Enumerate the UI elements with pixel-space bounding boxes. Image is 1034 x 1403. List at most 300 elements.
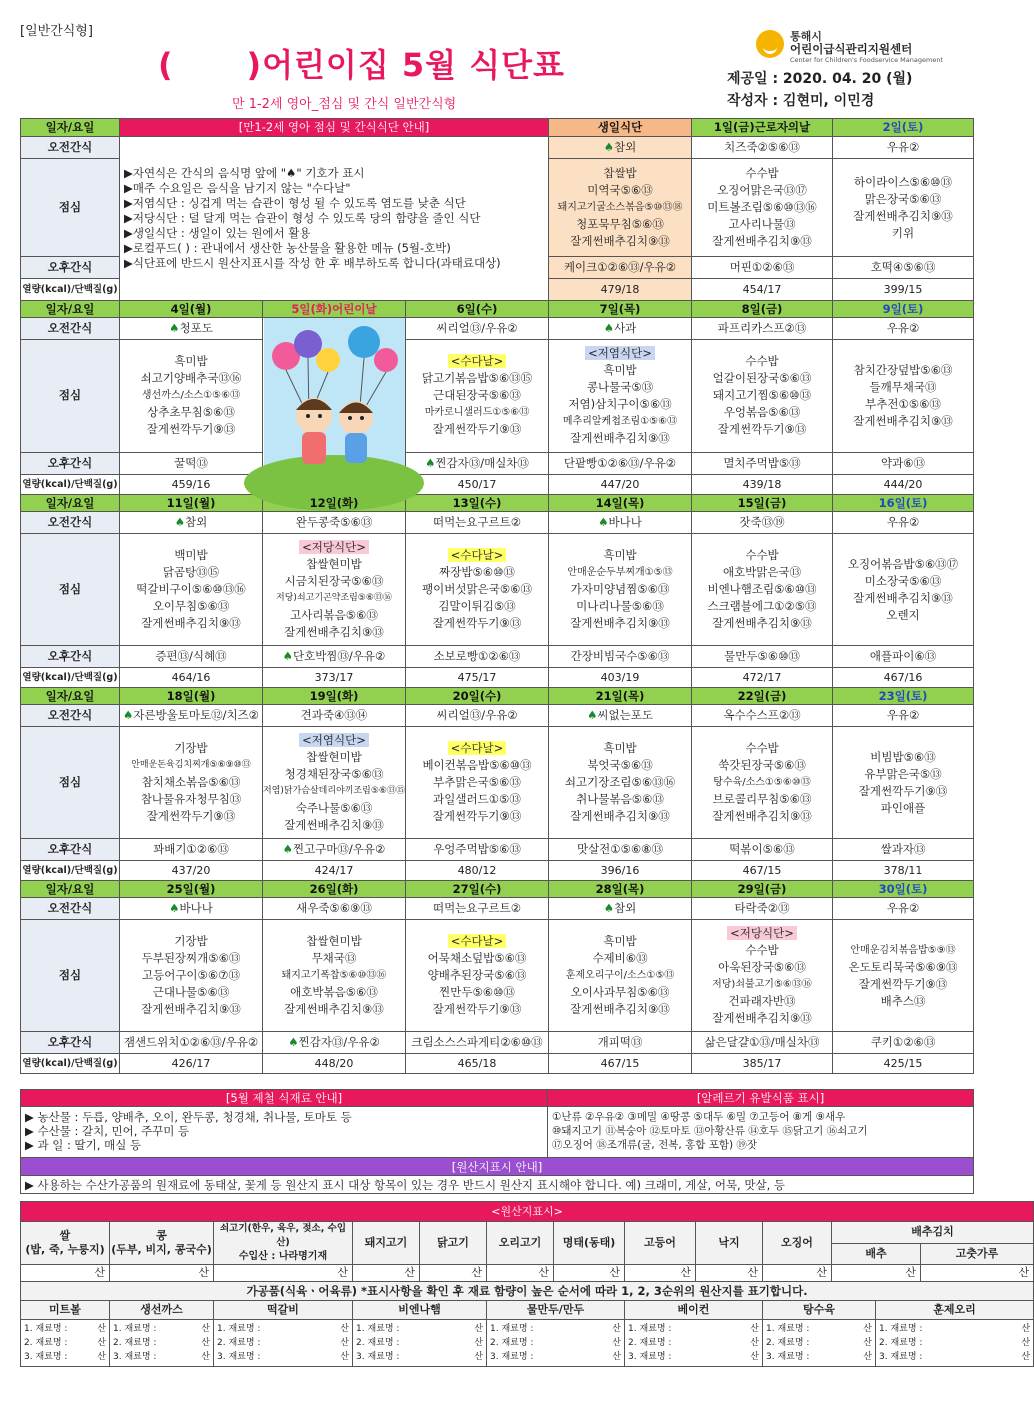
date-header-label: 일자/요일 xyxy=(21,495,120,512)
origin-suffix: 산 xyxy=(201,1338,210,1348)
origin-column xyxy=(696,1222,763,1265)
menu-badge: <수다날> xyxy=(448,548,507,562)
dish: 흑미밥 xyxy=(603,548,637,562)
dish: 가자미양념찜⑤⑥⑬ xyxy=(570,582,670,596)
dish: 양배추된장국⑤⑥⑬ xyxy=(427,968,527,982)
dish: 닭고기볶음밥⑤⑥⑬⑮ xyxy=(421,371,533,386)
dish: 생선까스/소스①⑤⑥⑬ xyxy=(141,390,241,402)
kcal-value: 403/19 xyxy=(549,668,692,688)
am-snack xyxy=(692,137,833,159)
origin-input[interactable]: 산 xyxy=(625,1265,696,1282)
processed-item: 훈제오리 xyxy=(876,1301,1034,1320)
day-header: 18일(월) xyxy=(120,688,263,705)
kids-balloons-icon xyxy=(264,318,405,490)
pm-snack xyxy=(549,452,692,474)
pm-snack xyxy=(549,257,692,279)
day-header: 23일(토) xyxy=(833,688,974,705)
dish: 수수밥 xyxy=(745,548,779,562)
day-header: 15일(금) xyxy=(692,495,833,512)
processed-item-input[interactable] xyxy=(625,1320,763,1367)
lunch-menu xyxy=(549,534,692,646)
pm-snack xyxy=(406,452,549,474)
kcal-value: 475/17 xyxy=(406,668,549,688)
kimchi-pepper: 고춧가루 xyxy=(921,1243,1034,1265)
dish: 쿠키①②⑥⑬ xyxy=(870,1035,936,1049)
dish: 팽이버섯맑은국⑤⑥⑬ xyxy=(422,582,532,596)
am-snack xyxy=(120,705,263,727)
day-header: 30일(토) xyxy=(833,881,974,898)
dish: 베이컨볶음밥⑤⑥⑩⑬ xyxy=(422,758,532,772)
dish: 잘게썬배추김치⑨⑬ xyxy=(570,430,670,445)
origin-input[interactable]: 산 xyxy=(921,1265,1034,1282)
origin-suffix: 산 xyxy=(474,1324,483,1334)
dish: 짜장밥⑤⑥⑩⑬ xyxy=(439,565,515,579)
dish: 잘게썬배추김치⑨⑬ xyxy=(284,1002,384,1016)
origin-suffix: 산 xyxy=(97,1352,106,1362)
origin-title: <원산지표시> xyxy=(21,1202,1034,1222)
kimchi-header: 배추김치 xyxy=(832,1222,1034,1244)
dish: 브로콜리무침⑤⑥⑬ xyxy=(712,792,812,806)
dish: 오징어볶음밥⑤⑥⑬⑰ xyxy=(847,556,959,571)
dish: 찹쌀현미밥 xyxy=(306,556,362,571)
ingredient-line: 2. 재료명 : xyxy=(879,1338,923,1348)
allergy-line: ①난류 ②우유② ③메밀 ④땅콩 ⑤대두 ⑥밀 ⑦고등어 ⑧게 ⑨새우 xyxy=(552,1111,846,1123)
dish: 북엇국⑤⑥⑬ xyxy=(587,758,653,772)
processed-item-input[interactable] xyxy=(487,1320,625,1367)
origin-input[interactable]: 산 xyxy=(110,1265,214,1282)
dish: 우유② xyxy=(886,515,920,529)
smile-logo-icon xyxy=(756,30,784,58)
am-snack xyxy=(833,318,974,340)
dish: 미트볼조림⑤⑥⑩⑬⑯ xyxy=(707,200,817,214)
origin-suffix: 산 xyxy=(97,1324,106,1334)
dish: 잘게썬깍두기⑨⑬ xyxy=(146,809,236,823)
origin-suffix: 산 xyxy=(97,1338,106,1348)
lunch-menu xyxy=(833,534,974,646)
dish: 잘게썬배추김치⑨⑬ xyxy=(712,616,812,630)
dish: 훈제오리구이/소스①⑤⑬ xyxy=(565,970,675,981)
kcal-label: 열량(kcal)/단백질(g) xyxy=(21,668,120,688)
am-snack xyxy=(120,318,263,340)
ingredient-line: 1. 재료명 : xyxy=(113,1324,157,1334)
origin-suffix: 산 xyxy=(750,1338,759,1348)
kcal-value: 454/17 xyxy=(692,279,833,301)
dish: 흑미밥 xyxy=(603,741,637,755)
day-header: 20일(수) xyxy=(406,688,549,705)
dish: ♠바나나 xyxy=(598,515,642,529)
dish: 과일샐러드①⑤⑬ xyxy=(433,792,521,806)
dish: 잘게썬배추김치⑨⑬ xyxy=(570,809,670,823)
lunch-menu xyxy=(692,159,833,257)
origin-suffix: 산 xyxy=(1021,1324,1031,1334)
dish: 애플파이⑥⑬ xyxy=(869,649,937,663)
origin-suffix: 산 xyxy=(863,1338,872,1348)
dish: 우유② xyxy=(886,321,920,336)
dish: 스크램블에그①②⑤⑬ xyxy=(707,599,817,613)
dish: 잘게썬깍두기⑨⑬ xyxy=(146,422,236,437)
ingredient-line: 3. 재료명 : xyxy=(628,1352,672,1362)
lunch-menu xyxy=(549,727,692,839)
kcal-value: 459/16 xyxy=(120,474,263,494)
dish: 호떡④⑤⑥⑬ xyxy=(870,260,936,274)
guide-title: [만1-2세 영아 점심 및 간식식단 안내] xyxy=(120,119,549,137)
dish: 저당)쇠불고기⑤⑥⑬⑯ xyxy=(712,978,812,990)
day-header: 5일(화)어린이날 xyxy=(263,301,406,318)
dish: ♠자른방울토마토⑫/치즈② xyxy=(123,708,259,722)
origin-column-name: 오징어 xyxy=(781,1236,813,1249)
pm-snack-label: 오후간식 xyxy=(21,257,120,279)
dish: 우엉볶음⑤⑥⑬ xyxy=(723,405,801,420)
day-header: 4일(월) xyxy=(120,301,263,318)
origin-column-name: 명태(동태) xyxy=(562,1236,616,1249)
dish: 케이크①②⑥⑬/우유② xyxy=(563,260,677,274)
day-header: 25일(월) xyxy=(120,881,263,898)
dish: 크림소스스파게티②⑥⑩⑬ xyxy=(411,1035,543,1049)
kcal-value: 444/20 xyxy=(833,474,974,494)
origin-input[interactable]: 산 xyxy=(763,1265,832,1282)
dish: 찹쌀밥 xyxy=(603,166,637,180)
origin-suffix: 산 xyxy=(474,1338,483,1348)
dish: 잘게썬배추김치⑨⑬ xyxy=(284,817,384,832)
lunch-menu xyxy=(692,920,833,1032)
origin-column-name: 쇠고기(한우, 육우, 젖소, 수입산) xyxy=(219,1223,347,1248)
dish: 들깨무채국⑬ xyxy=(869,379,937,394)
processed-item-input[interactable] xyxy=(353,1320,487,1367)
pm-snack xyxy=(833,1032,974,1054)
origin-input[interactable]: 산 xyxy=(214,1265,353,1282)
origin-column-name: 고등어 xyxy=(644,1236,676,1249)
allergy-line: ⑩돼지고기 ⑪복숭아 ⑫토마토 ⑬아황산류 ⑭호두 ⑮닭고기 ⑯쇠고기 xyxy=(552,1125,868,1137)
origin-suffix: 산 xyxy=(201,1324,210,1334)
dish: 견과죽④⑬⑭ xyxy=(300,708,368,722)
menu-badge: <수다날> xyxy=(448,354,507,368)
dish: 취나물볶음⑤⑥⑬ xyxy=(576,792,664,806)
dish: 삶은달걀①⑬/매실차⑬ xyxy=(704,1035,820,1049)
dish: 비엔나햄조림⑤⑥⑩⑬ xyxy=(707,582,817,596)
lunch-label: 점심 xyxy=(21,340,120,453)
processed-note: 가공품(식육ㆍ어육류) *표시사항을 확인 후 재료 함량이 높은 순서에 따라 1, 2, 3순위의 원산지를 표기합니다. xyxy=(21,1282,1034,1301)
lunch-menu xyxy=(120,534,263,646)
origin-column-sub: 수입산 : 나라명기재 xyxy=(238,1251,328,1262)
author: 작성자 : 김현미, 이민경 xyxy=(727,93,875,109)
origin-column xyxy=(214,1222,353,1265)
pm-snack xyxy=(549,839,692,861)
allergy-list xyxy=(548,1107,974,1158)
dish: 증편⑬/식혜⑬ xyxy=(155,649,227,663)
lunch-menu xyxy=(833,727,974,839)
ingredient-line: 3. 재료명 : xyxy=(879,1352,923,1362)
dish: 머핀①②⑥⑬ xyxy=(729,260,795,274)
kcal-value: 472/17 xyxy=(692,668,833,688)
dish: 치즈죽②⑤⑥⑬ xyxy=(724,140,800,154)
date-header-label: 일자/요일 xyxy=(21,301,120,318)
lunch-menu xyxy=(406,340,549,453)
lunch-menu xyxy=(263,920,406,1032)
origin-suffix: 산 xyxy=(612,1352,621,1362)
ingredient-line: 3. 재료명 : xyxy=(490,1352,534,1362)
dish: 우유② xyxy=(886,140,920,154)
dish: 애호박볶음⑤⑥⑬ xyxy=(290,985,378,999)
dish: 우엉주먹밥⑤⑥⑬ xyxy=(433,842,521,856)
kcal-value: 467/15 xyxy=(549,1054,692,1074)
lunch-menu xyxy=(406,920,549,1032)
lunch-menu xyxy=(406,727,549,839)
pm-snack xyxy=(549,1032,692,1054)
dish: ♠찐고구마⑬/우유② xyxy=(282,842,386,856)
dish: 고등어구이⑤⑥⑦⑬ xyxy=(142,968,240,982)
day-header: 21일(목) xyxy=(549,688,692,705)
dish: 콩나물국⑤⑬ xyxy=(586,379,654,394)
dish: 저염)삼치구이⑤⑥⑬ xyxy=(568,396,672,411)
dish: 잘게썬배추김치⑨⑬ xyxy=(853,208,953,223)
dish: 청경채된장국⑤⑥⑬ xyxy=(284,766,384,781)
dish: 우유② xyxy=(886,708,920,722)
menu-badge: <수다날> xyxy=(448,934,507,948)
am-snack xyxy=(549,898,692,920)
origin-input[interactable]: 산 xyxy=(353,1265,420,1282)
season-ingredients-title: [5월 제철 식재료 안내] xyxy=(21,1090,548,1107)
ingredient-line: 2. 재료명 : xyxy=(113,1338,157,1348)
origin-column-name: 오리고기 xyxy=(498,1236,542,1249)
processed-item-input[interactable] xyxy=(110,1320,214,1367)
origin-column xyxy=(420,1222,487,1265)
dish: 꽈배기①②⑥⑬ xyxy=(153,842,229,856)
lunch-menu xyxy=(120,920,263,1032)
dish: 약과⑥⑬ xyxy=(881,455,926,470)
dish: 씨리얼⑬/우유② xyxy=(436,321,518,336)
ingredient-line: 2. 재료명 : xyxy=(766,1338,810,1348)
origin-column xyxy=(487,1222,554,1265)
lunch-label: 점심 xyxy=(21,159,120,257)
dish: 맑은장국⑤⑥⑬ xyxy=(864,191,942,206)
dish: 잘게썬배추김치⑨⑬ xyxy=(712,809,812,823)
pm-snack-label: 오후간식 xyxy=(21,1032,120,1054)
ingredient-line: 3. 재료명 : xyxy=(113,1352,157,1362)
dish: 수수밥 xyxy=(745,166,779,180)
dish: 꿀떡⑬ xyxy=(174,455,208,470)
origin-input[interactable]: 산 xyxy=(487,1265,554,1282)
pm-snack xyxy=(833,839,974,861)
dish: 고사리나물⑬ xyxy=(728,217,796,231)
dish: 저염)닭가슴살데리야끼조림⑤⑥⑬⑮ xyxy=(263,785,405,796)
dish: 탕수육/소스①⑤⑥⑩⑬ xyxy=(713,777,811,788)
ingredient-line: 1. 재료명 : xyxy=(356,1324,400,1334)
origin-suffix: 산 xyxy=(750,1324,759,1334)
am-snack xyxy=(263,705,406,727)
dish: 마카로니샐러드①⑤⑥⑬ xyxy=(424,407,530,419)
dish: 상추초무침⑤⑥⑬ xyxy=(147,405,235,420)
am-snack xyxy=(263,512,406,534)
origin-column-sub: (밥, 죽, 누룽지) xyxy=(25,1243,105,1256)
pm-snack xyxy=(263,839,406,861)
ingredient-line: 1. 재료명 : xyxy=(879,1324,923,1334)
kcal-value: 467/16 xyxy=(833,668,974,688)
day-header: 27일(수) xyxy=(406,881,549,898)
pm-snack xyxy=(406,646,549,668)
am-snack-label: 오전간식 xyxy=(21,137,120,159)
dish: 수제비⑥⑬ xyxy=(592,951,648,965)
ingredient-line: 2. 재료명 : xyxy=(356,1338,400,1348)
dish: 오징어맑은국⑬⑰ xyxy=(717,183,807,197)
kcal-value: 479/18 xyxy=(549,279,692,301)
dish: 잘게썬배추김치⑨⑬ xyxy=(141,616,241,630)
dish: 잼샌드위치①②⑥⑬/우유② xyxy=(123,1035,259,1049)
origin-suffix: 산 xyxy=(612,1338,621,1348)
dish: 잘게썬깍두기⑨⑬ xyxy=(432,422,522,437)
day-header: 6일(수) xyxy=(406,301,549,318)
day-header: 9일(토) xyxy=(833,301,974,318)
ingredient-line: 2. 재료명 : xyxy=(24,1338,68,1348)
kcal-label: 열량(kcal)/단백질(g) xyxy=(21,279,120,301)
pm-snack xyxy=(120,452,263,474)
origin-input[interactable]: 산 xyxy=(554,1265,625,1282)
day-header: 1일(금)근로자의날 xyxy=(692,119,833,137)
pm-snack xyxy=(833,257,974,279)
lunch-menu xyxy=(692,340,833,453)
notice-table xyxy=(20,1089,974,1194)
page-title: ( )어린이집 5월 식단표 xyxy=(158,46,565,84)
kcal-value: 385/17 xyxy=(692,1054,833,1074)
guide-line: ▶식단표에 반드시 원산지표시를 작성 한 후 배부하도록 합니다(과태료대상) xyxy=(124,256,501,270)
dish: 돼지고기굴소스볶음⑤⑩⑬⑱ xyxy=(557,202,683,213)
dish: 저당)쇠고기곤약조림⑤⑥⑬⑯ xyxy=(276,592,392,603)
dish: 흑미밥 xyxy=(603,362,637,377)
kcal-value: 450/17 xyxy=(406,474,549,494)
dish: 타락죽②⑬ xyxy=(734,901,790,915)
origin-column xyxy=(763,1222,832,1265)
processed-item-input[interactable] xyxy=(21,1320,110,1367)
am-snack xyxy=(406,318,549,340)
origin-column-name: 쌀 xyxy=(59,1229,71,1242)
am-snack xyxy=(692,898,833,920)
origin-input[interactable]: 산 xyxy=(21,1265,110,1282)
origin-input[interactable]: 산 xyxy=(832,1265,921,1282)
dish: 쇠고기양배추국⑬⑯ xyxy=(140,371,242,386)
ingredient-line: 1. 재료명 : xyxy=(490,1324,534,1334)
processed-item: 비엔나햄 xyxy=(353,1301,487,1320)
day-header: 13일(수) xyxy=(406,495,549,512)
origin-notice-text: ▶ 사용하는 수산가공품의 원재료에 동태살, 꽃게 등 원산지 표시 대상 항목이 있는 경우 반드시 원산지 표시해야 합니다. 예) 크래미, 게살, 어묵, 맛살, 등 xyxy=(21,1176,974,1194)
center-logo xyxy=(756,28,976,68)
day-header: 8일(금) xyxy=(692,301,833,318)
dish: 완두콩죽⑤⑥⑬ xyxy=(295,515,373,529)
pm-snack xyxy=(263,646,406,668)
day-header: 22일(금) xyxy=(692,688,833,705)
dish: 닭곰탕⑬⑮ xyxy=(162,565,220,579)
pm-snack xyxy=(406,1032,549,1054)
am-snack xyxy=(833,137,974,159)
origin-column xyxy=(353,1222,420,1265)
kcal-value: 448/20 xyxy=(263,1054,406,1074)
dish: 물만두⑤⑥⑩⑬ xyxy=(724,649,800,663)
pm-snack xyxy=(263,1032,406,1054)
dish: 애호박맑은국⑬ xyxy=(722,565,802,579)
origin-suffix: 산 xyxy=(1021,1338,1031,1348)
kcal-value: 439/18 xyxy=(692,474,833,494)
dish: 떠먹는요구르트② xyxy=(432,515,522,529)
pm-snack xyxy=(120,1032,263,1054)
kcal-value: 426/17 xyxy=(120,1054,263,1074)
am-snack xyxy=(263,898,406,920)
menu-badge: <저당식단> xyxy=(727,926,797,940)
kcal-value: 467/15 xyxy=(692,861,833,881)
dish: 잘게썬깍두기⑨⑬ xyxy=(858,976,948,991)
date-header-label: 일자/요일 xyxy=(21,119,120,137)
dish: 잘게썬배추김치⑨⑬ xyxy=(570,234,670,248)
dish: 찐만두⑤⑥⑩⑬ xyxy=(439,985,515,999)
day-header: 26일(화) xyxy=(263,881,406,898)
dish: 우유② xyxy=(886,901,920,915)
origin-input[interactable]: 산 xyxy=(420,1265,487,1282)
ingredient-line: 2. 재료명 : xyxy=(217,1338,261,1348)
guide-line: ▶로컬푸드( ) : 관내에서 생산한 농산물을 활용한 메뉴 (5월-호박) xyxy=(124,241,451,255)
dish: 돼지고기찜⑤⑥⑩⑬ xyxy=(713,388,811,403)
origin-suffix: 산 xyxy=(863,1324,872,1334)
ingredient-line: 1. 재료명 : xyxy=(24,1324,68,1334)
origin-column xyxy=(110,1222,214,1265)
dish: 기장밥 xyxy=(174,934,208,948)
processed-item-input[interactable] xyxy=(876,1320,1034,1367)
kcal-value: 378/11 xyxy=(833,861,974,881)
dish: 단팥빵①②⑥⑬/우유② xyxy=(563,455,677,470)
pm-snack xyxy=(833,646,974,668)
origin-column-sub: (두부, 비지, 콩국수) xyxy=(111,1243,212,1256)
processed-item: 물만두/만두 xyxy=(487,1301,625,1320)
am-snack xyxy=(833,705,974,727)
origin-input[interactable]: 산 xyxy=(696,1265,763,1282)
day-header: 28일(목) xyxy=(549,881,692,898)
processed-item-input[interactable] xyxy=(214,1320,353,1367)
dish: 오렌지 xyxy=(886,607,920,622)
kcal-value: 437/20 xyxy=(120,861,263,881)
processed-item: 탕수육 xyxy=(763,1301,876,1320)
processed-item-input[interactable] xyxy=(763,1320,876,1367)
processed-item: 떡갈비 xyxy=(214,1301,353,1320)
menu-badge: <저염식단> xyxy=(299,733,369,747)
lunch-menu xyxy=(549,920,692,1032)
origin-column xyxy=(554,1222,625,1265)
dish: 메추리알케첩조림①⑤⑥⑬ xyxy=(562,415,678,427)
lunch-menu xyxy=(406,534,549,646)
origin-suffix: 산 xyxy=(340,1338,349,1348)
am-snack xyxy=(692,318,833,340)
dish: 돼지고기폭찹⑤⑥⑩⑬⑯ xyxy=(281,970,387,981)
pm-snack xyxy=(692,1032,833,1054)
ingredient-line: 1. 재료명 : xyxy=(628,1324,672,1334)
logo-center-english: Center for Children's Foodservice Management xyxy=(790,56,943,64)
dish: 하이라이스⑤⑥⑩⑬ xyxy=(854,174,952,189)
kcal-value: 373/17 xyxy=(263,668,406,688)
dish: 김말이튀김⑤⑬ xyxy=(438,599,516,613)
am-snack xyxy=(692,512,833,534)
am-snack xyxy=(549,318,692,340)
day-header: 29일(금) xyxy=(692,881,833,898)
pm-snack-label: 오후간식 xyxy=(21,452,120,474)
dish: 새우죽⑤⑥⑨⑬ xyxy=(296,901,372,915)
dish: 근대나물⑤⑥⑬ xyxy=(152,985,230,999)
ingredient-line: 3. 재료명 : xyxy=(24,1352,68,1362)
dish: 간장비빔국수⑤⑥⑬ xyxy=(570,649,670,663)
dish: 잘게썬깍두기⑨⑬ xyxy=(432,1002,522,1016)
dish: 시금치된장국⑤⑥⑬ xyxy=(284,573,384,588)
menu-badge: <저염식단> xyxy=(585,346,655,360)
dish: ♠참외 xyxy=(603,901,637,915)
dish: 미나리나물⑤⑥⑬ xyxy=(576,599,664,613)
day-header: 7일(목) xyxy=(549,301,692,318)
am-snack-label: 오전간식 xyxy=(21,318,120,340)
ingr-line: ▶ 농산물 : 두릅, 양배추, 오이, 완두콩, 청경채, 취나물, 토마토 등 xyxy=(25,1110,352,1124)
dish: 파인애플 xyxy=(880,800,926,815)
